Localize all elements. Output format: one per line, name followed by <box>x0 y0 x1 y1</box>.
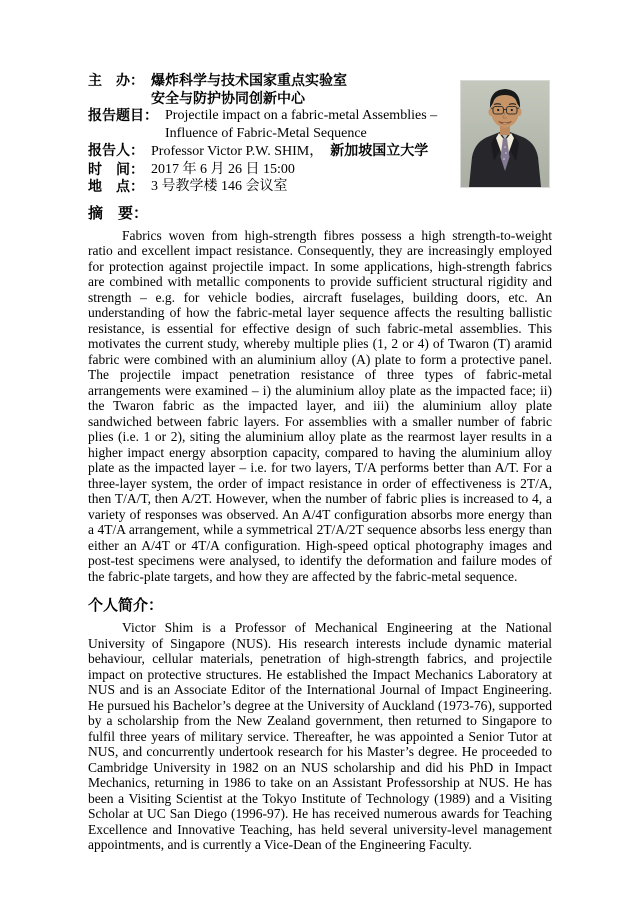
abstract-heading: 摘 要： <box>88 204 149 222</box>
talk-title-label: 报告题目： <box>88 107 158 123</box>
venue-label: 地 点： <box>88 178 144 194</box>
abstract-section <box>88 205 552 585</box>
bio-heading: 个人简介： <box>88 597 164 614</box>
host-line1: 爆炸科学与技术国家重点实验室 <box>151 72 347 88</box>
talk-title-line2: Influence of Fabric-Metal Sequence <box>165 125 367 141</box>
speaker-affiliation: 新加坡国立大学 <box>330 142 429 158</box>
host-line2: 安全与防护协同创新中心 <box>151 89 305 106</box>
talk-title-line1: Projectile impact on a fabric-metal Assemblies – <box>165 108 438 123</box>
speaker-label: 报告人： <box>88 142 144 158</box>
host-label: 主 办： <box>88 72 144 88</box>
abstract-paragraph: Fabrics woven from high-strength fibres possess a high strength-to-weight ratio and excellent impact resistance. Consequently, they are increasingly employed for protection against projectile impact. In some applications, high-strength fabrics are combined with metallic components to provide sufficient structural rigidity and strength – e.g. for vehicle bodies, aircraft fuselages, building doors, etc. An understanding of how the fabric-metal layer sequence affects the resulting ballistic resistance, is essential for effective design of such fabric-metal assemblies. This motivates the current study, whereby multiple plies (1, 2 or 4) of Twaron (T) aramid fabric were combined with an aluminium alloy (A) plate to form a protective panel. The projectile impact penetration resistance of three types of fabric-metal arrangements were examined – i) the aluminium alloy plate as the impacted face; ii) the Twaron fabric as the impacted layer, and iii) the aluminium alloy plate sandwiched between fabric layers. For assemblies with a smaller number of fabric plies (i.e. 1 or 2), siting the aluminium alloy plate as the rearmost layer results in a higher impact energy absorption capacity, compared to having the aluminium alloy plate as the impacted layer – i.e. for two layers, T/A performs better than A/T. For a three-layer system, the order of impact resistance in order of effectiveness is 2T/A, then T/A/T, then A/2T. However, when the number of fabric plies is increased to 4, a variety of responses was observed. An A/4T configuration absorbs more energy than a 4T/A arrangement, while a symmetrical 2T/A/2T sequence absorbs less energy than either an A/4T or 4T/A configuration. High-speed optical photography images and post-test specimens were analysed, to identify the deformation and failure modes of the fabric-plate targets, and how they are affected by the fabric-metal sequence. <box>88 227 552 584</box>
time-label: 时 间： <box>88 160 144 177</box>
speaker-name: Professor Victor P.W. SHIM， <box>151 144 324 159</box>
time-value: 2017 年 6 月 26 日 15:00 <box>151 161 295 177</box>
speaker-portrait-photo <box>460 80 550 188</box>
venue-value: 3 号教学楼 146 会议室 <box>151 179 288 194</box>
bio-paragraph: Victor Shim is a Professor of Mechanical Engineering at the National University of Singapore (NUS). His research interests include dynamic material behaviour, cellular materials, penetration of high-strength fabrics, and projectile impact on protective structures. He established the Impact Mechanics Laboratory at NUS and is an Associate Editor of the International Journal of Impact Engineering. He pursued his Bachelor’s degree at the University of Auckland (1973-76), supported by a scholarship from the New Zealand government, then returned to Singapore to fulfil three years of military service. Thereafter, he was appointed a Senior Tutor at NUS, and concurrently undertook research for his Master’s degree. He proceeded to Cambridge University in 1982 on an NUS scholarship and did his PhD in Impact Mechanics, returning in 1986 to take on an Assistant Professorship at NUS. He has been a Visiting Scientist at the Tokyo Institute of Technology (1989) and a Visiting Scholar at UC San Diego (1996-97). He has received numerous awards for Teaching Excellence and Innovative Teaching, has held several university-level management appointments, and is currently a Vice-Dean of the Engineering Faculty. <box>88 620 552 852</box>
bio-section <box>88 597 552 853</box>
